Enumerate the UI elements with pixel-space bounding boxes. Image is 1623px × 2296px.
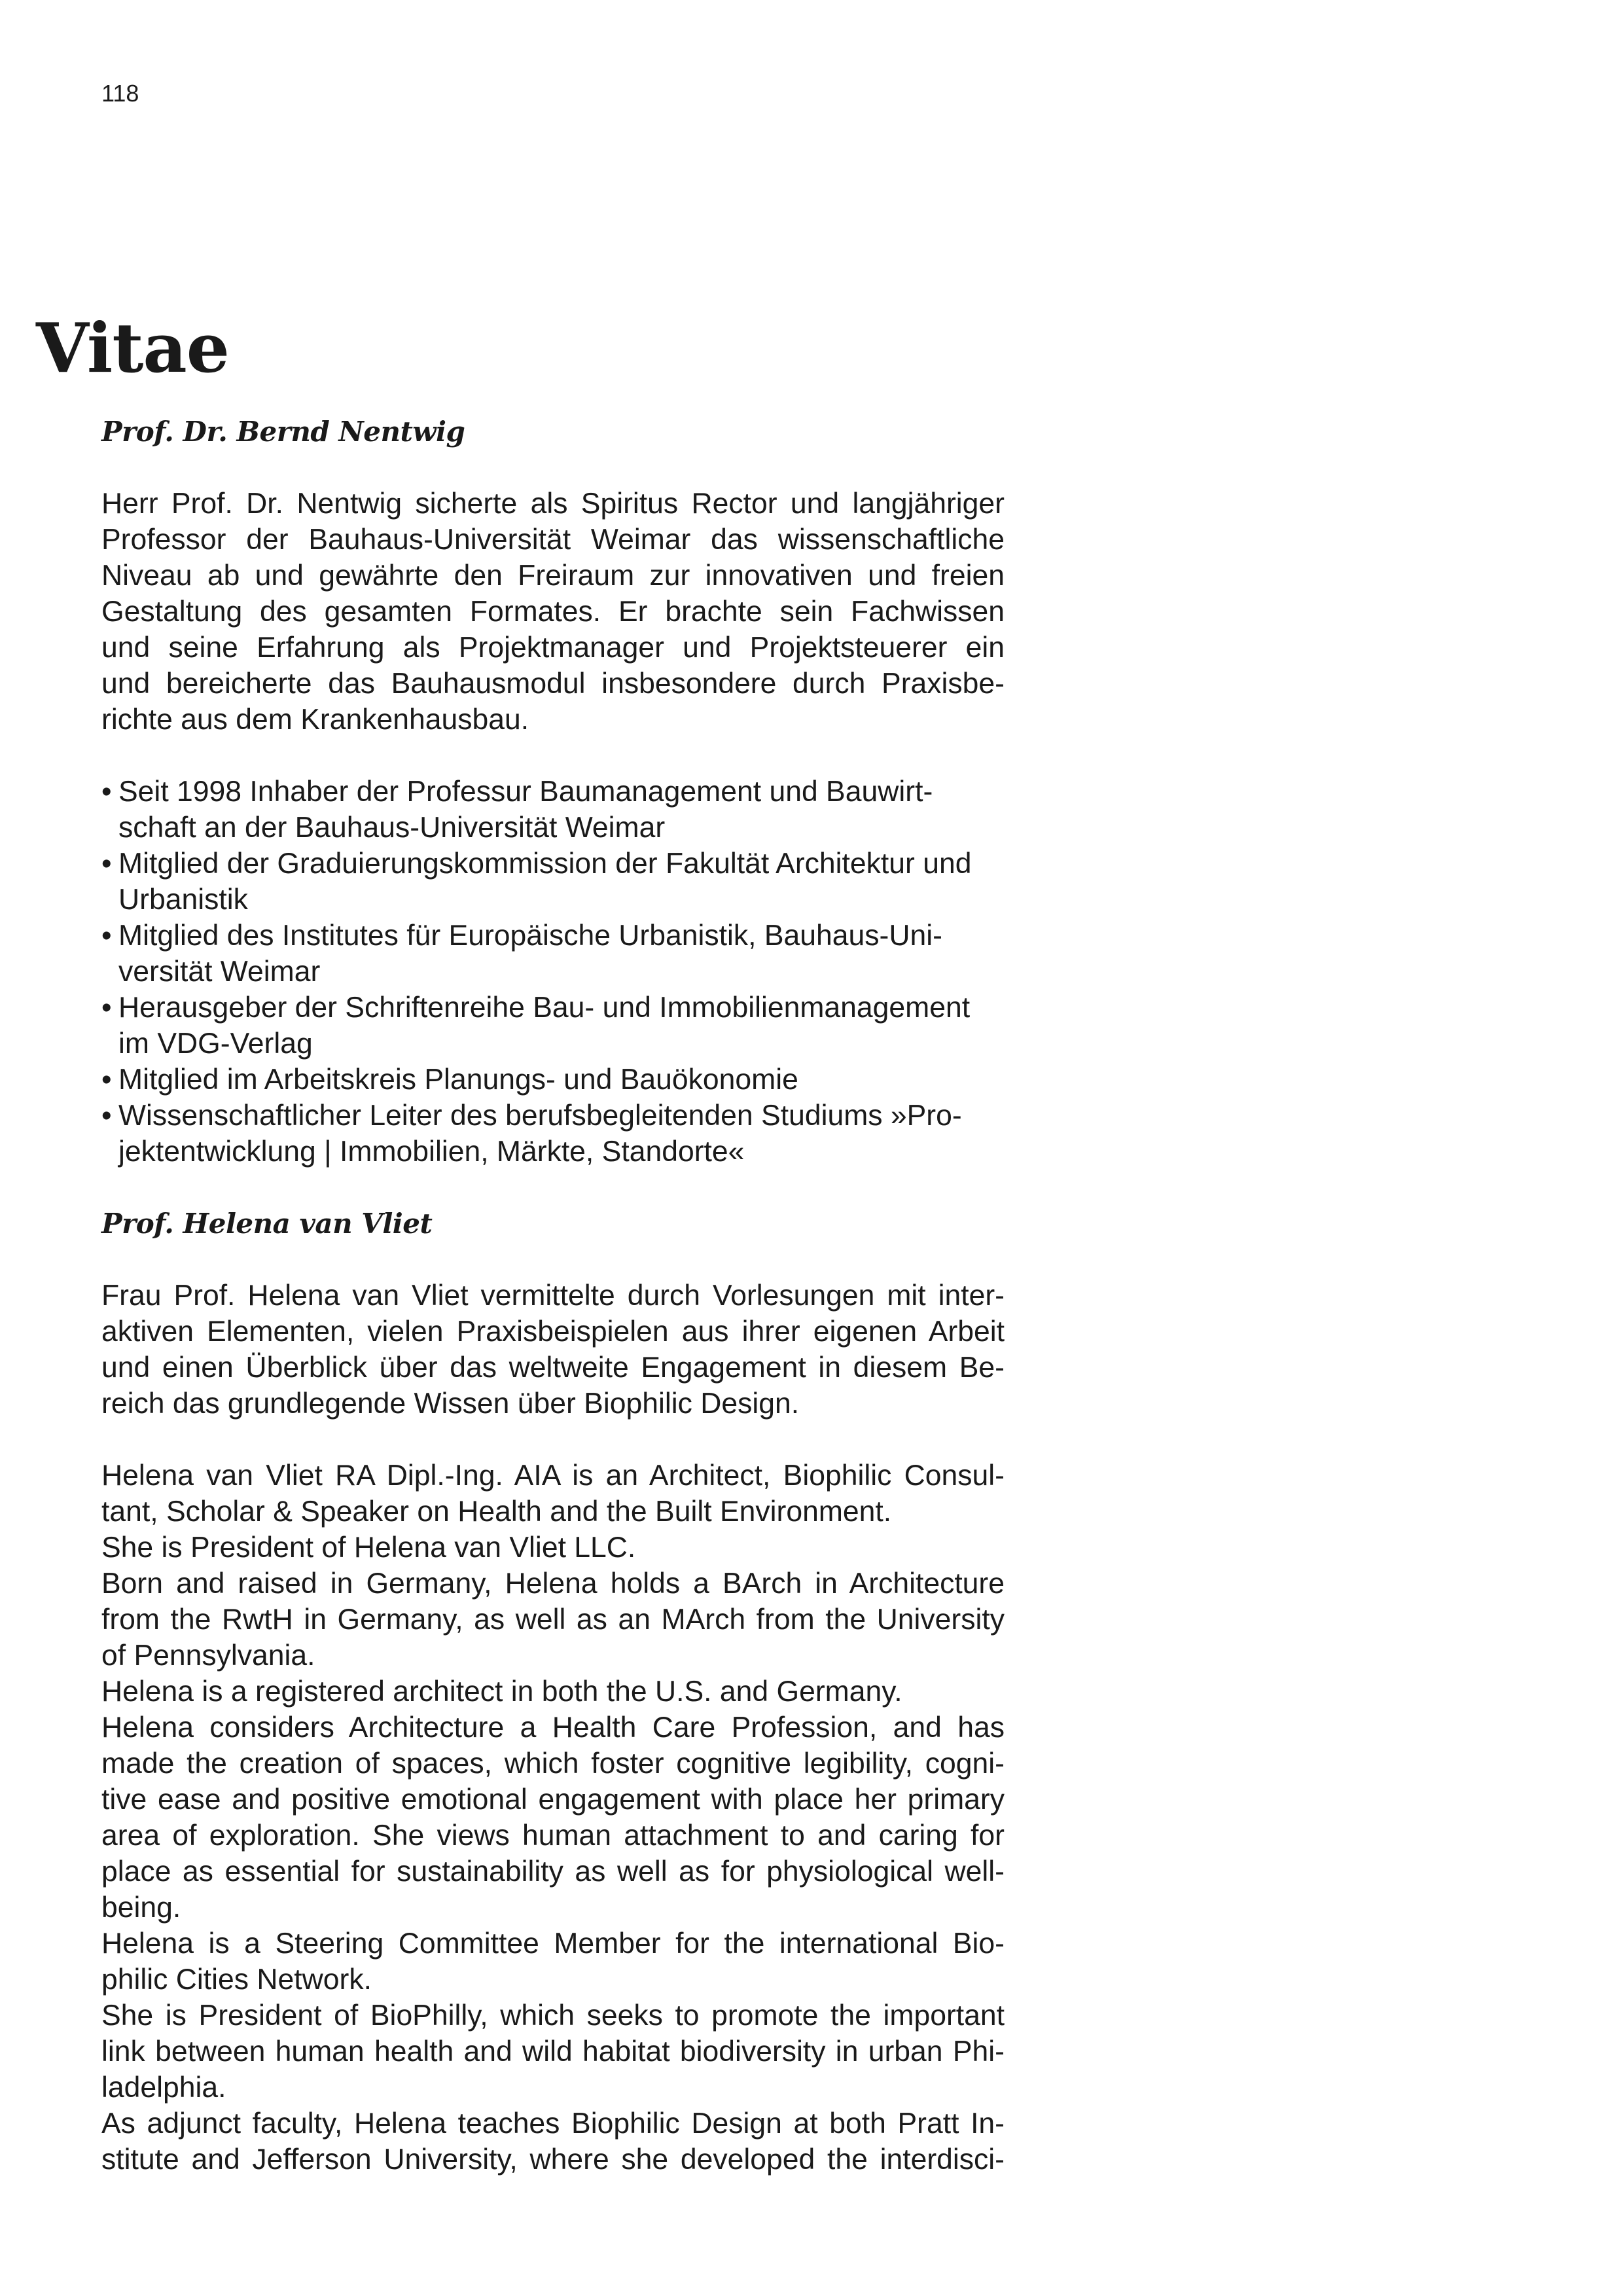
text-line: richte aus dem Krankenhausbau.: [101, 704, 529, 736]
bio-paragraph: [101, 1710, 1005, 1926]
text-line: She is President of BioPhilly, which seeks to promote the important: [101, 2000, 1005, 2032]
text-line: und einen Überblick über das weltweite Engagement in diesem Be-: [101, 1352, 1005, 1384]
text-line: Helena van Vliet RA Dipl.-Ing. AIA is an Architect, Biophilic Consul-: [101, 1460, 1005, 1492]
intro-paragraph: [101, 486, 1005, 738]
text-line: Helena is a registered architect in both the U.S. and Germany.: [101, 1676, 902, 1708]
bullet-icon: •: [101, 1064, 112, 1096]
bio-paragraph: [101, 2106, 1005, 2178]
text-line: Niveau ab und gewährte den Freiraum zur innovativen und freien: [101, 560, 1005, 592]
text-line: philic Cities Network.: [101, 1964, 372, 1996]
text-line: Mitglied des Institutes für Europäische Urbanistik, Bauhaus-Uni-: [118, 920, 942, 952]
text-line: versität Weimar: [118, 956, 321, 988]
list-item: [101, 846, 1005, 918]
text-line: Mitglied der Graduierungskommission der Fakultät Architektur und: [118, 848, 972, 880]
text-line: She is President of Helena van Vliet LLC.: [101, 1532, 636, 1564]
text-line: Born and raised in Germany, Helena holds a BArch in Architecture: [101, 1568, 1005, 1600]
text-line: und seine Erfahrung als Projektmanager und Projektsteuerer ein: [101, 632, 1005, 664]
person-name: Prof. Helena van Vliet: [101, 1208, 433, 1240]
bullet-icon: •: [101, 992, 112, 1024]
text-line: Professor der Bauhaus-Universität Weimar das wissenschaftliche: [101, 524, 1005, 556]
bio-paragraph: [101, 1674, 1005, 1710]
text-line: Seit 1998 Inhaber der Professur Baumanagement und Bauwirt-: [118, 776, 933, 808]
text-line: schaft an der Bauhaus-Universität Weimar: [118, 812, 666, 844]
spacer: [101, 738, 1005, 774]
person-name: Prof. Dr. Bernd Nentwig: [101, 416, 465, 448]
bio-paragraph: [101, 1926, 1005, 1998]
bullet-icon: •: [101, 920, 112, 952]
text-line: tant, Scholar & Speaker on Health and the Built Environment.: [101, 1496, 892, 1528]
text-line: Helena is a Steering Committee Member for the international Bio-: [101, 1928, 1005, 1960]
list-item: [101, 990, 1005, 1062]
text-line: aktiven Elementen, vielen Praxisbeispielen aus ihrer eigenen Arbeit: [101, 1316, 1005, 1348]
list-item: [101, 774, 1005, 846]
text-line: Herausgeber der Schriftenreihe Bau- und Immobilienmanagement: [118, 992, 971, 1024]
text-line: of Pennsylvania.: [101, 1640, 315, 1672]
text-line: Urbanistik: [118, 884, 248, 916]
text-line: ladelphia.: [101, 2072, 226, 2104]
text-line: stitute and Jefferson University, where she developed the interdisci-: [101, 2144, 1005, 2176]
page-title: Vitae: [36, 308, 229, 388]
text-line: place as essential for sustainability as well as for physiological well-: [101, 1856, 1005, 1888]
bullet-icon: •: [101, 1100, 112, 1132]
spacer: [101, 1170, 1005, 1206]
bullet-icon: •: [101, 776, 112, 808]
text-line: link between human health and wild habitat biodiversity in urban Phi-: [101, 2036, 1005, 2068]
text-line: im VDG-Verlag: [118, 1028, 313, 1060]
bullet-icon: •: [101, 848, 112, 880]
text-line: being.: [101, 1892, 181, 1924]
text-line: Herr Prof. Dr. Nentwig sicherte als Spiritus Rector und langjähriger: [101, 488, 1005, 520]
bio-paragraph: [101, 1998, 1005, 2106]
text-line: Wissenschaftlicher Leiter des berufsbegleitenden Studiums »Pro-: [118, 1100, 962, 1132]
text-line: und bereicherte das Bauhausmodul insbesondere durch Praxisbe-: [101, 668, 1005, 700]
list-item: [101, 1098, 1005, 1170]
text-line: Gestaltung des gesamten Formates. Er brachte sein Fachwissen: [101, 596, 1005, 628]
vita-helena-van-vliet: [101, 1206, 1005, 2178]
bio-paragraph: [101, 1530, 1005, 1566]
text-line: made the creation of spaces, which foster cognitive legibility, cogni-: [101, 1748, 1005, 1780]
spacer: [101, 450, 1005, 486]
bio-paragraph: [101, 1566, 1005, 1674]
text-line: Helena considers Architecture a Health Care Profession, and has: [101, 1712, 1005, 1744]
bio-paragraph: [101, 1458, 1005, 1530]
page-number: 118: [101, 80, 139, 107]
text-line: Mitglied im Arbeitskreis Planungs- und Bauökonomie: [118, 1064, 798, 1096]
credentials-list: [101, 774, 1005, 1170]
spacer: [101, 1422, 1005, 1458]
spacer: [101, 1242, 1005, 1278]
text-line: area of exploration. She views human attachment to and caring for: [101, 1820, 1005, 1852]
intro-paragraph: [101, 1278, 1005, 1422]
text-line: As adjunct faculty, Helena teaches Biophilic Design at both Pratt In-: [101, 2108, 1005, 2140]
list-item: [101, 918, 1005, 990]
text-line: jektentwicklung | Immobilien, Märkte, Standorte«: [118, 1136, 745, 1168]
vita-bernd-nentwig: [101, 414, 1005, 1170]
text-line: tive ease and positive emotional engagement with place her primary: [101, 1784, 1005, 1816]
list-item: [101, 1062, 1005, 1098]
text-line: from the RwtH in Germany, as well as an MArch from the University: [101, 1604, 1005, 1636]
vitae-content: [101, 414, 1005, 2178]
text-line: reich das grundlegende Wissen über Biophilic Design.: [101, 1388, 800, 1420]
text-line: Frau Prof. Helena van Vliet vermittelte durch Vorlesungen mit inter-: [101, 1280, 1005, 1312]
